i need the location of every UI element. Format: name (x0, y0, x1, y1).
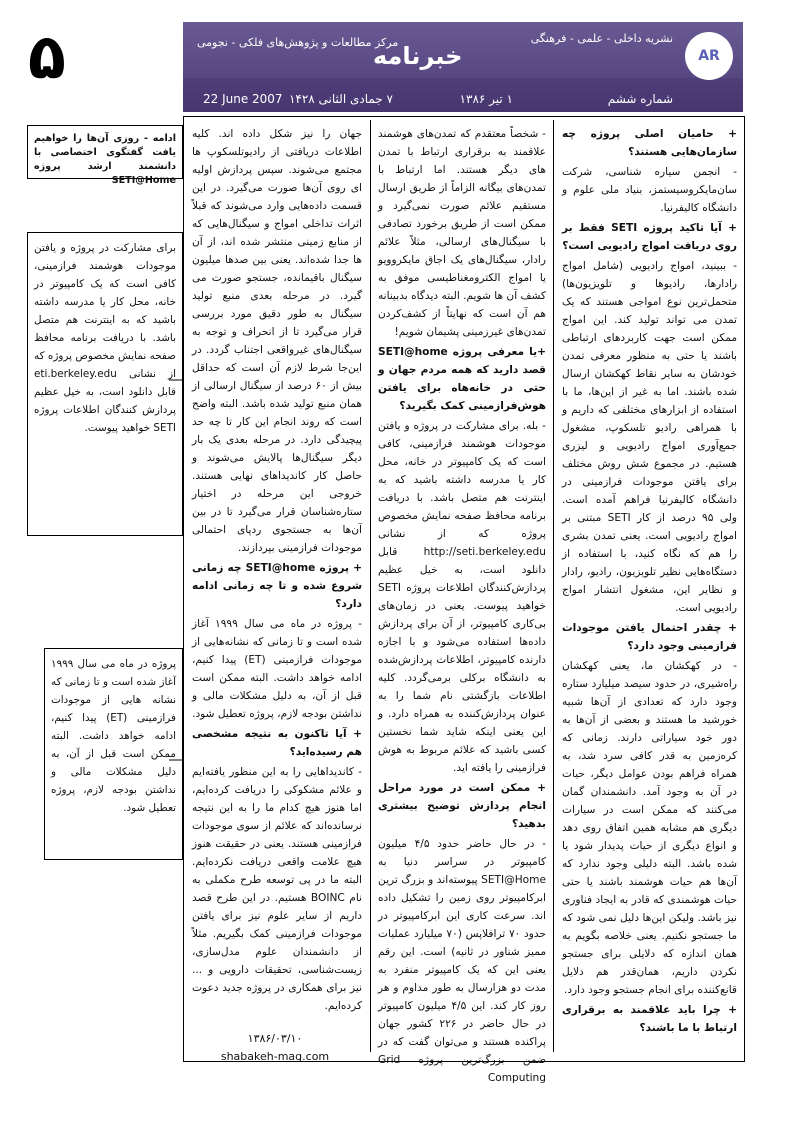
issue-number: ۵ (28, 20, 66, 93)
continuation-box: ادامه - روزی آن‌ها را خواهیم یافت گفتگوی اختصاصی با دانشمند ارشد پروژه SETI@Home (27, 125, 183, 179)
column-left (192, 125, 362, 1017)
newsletter-title: خبرنامه (373, 42, 463, 70)
question-heading: + ممکن است در مورد مراحل انجام پردازش توضیح بیشتری بدهید؟ (378, 782, 546, 830)
column-divider (553, 120, 554, 1052)
article-footer (190, 1030, 360, 1066)
date-hijri: ۷ جمادی الثانی ۱۴۲۸ (288, 92, 393, 106)
question-heading: + حامیان اصلی پروژه چه سازمان‌هایی هستند؟ (562, 128, 737, 158)
participation-callout: برای مشارکت در پروژه و یافتن موجودات هوشمند فرازمینی، کافی است که یک کامپیوتر در خانه، محل کار یا مدرسه داشته باشید که به اینترنت هم متصل باشد. با دریافت برنامه محافظ صفحه نمایش مخصوص پروژه که از نشانی eti.berkeley.edu قابل دانلود است، به خیل عظیم پردازش کنندگان اطلاعات پروژه SETI خواهید پیوست. (27, 232, 183, 536)
question-heading: + آیا تاکید پروژه SETI فقط بر روی دریافت امواج رادیویی است؟ (562, 222, 737, 252)
question-heading: + چرا باید علاقمند به برقراری ارتباط با ما باشند؟ (562, 1004, 737, 1034)
date-persian: ۱ تیر ۱۳۸۶ (459, 92, 513, 106)
column-divider (370, 120, 371, 1052)
answer-paragraph: جهان را نیز شکل داده اند. کلیه اطلاعات دریافتی از رادیوتلسکوپ ها مجتمع می‌شوند. سپس پردازش اولیه ای روی آن‌ها صورت می‌گیرد. در این قسمت داده‌هایی وارد می‌شوند که قبلاً اثرات تداخلی امواج و سیگنال‌هایی که از منابع زمینی منتشر شده اند، از آن ها جدا شده‌اند. یعنی بین صدها میلیون سیگنال باقیمانده، جستجو صورت می گیرد. در مرحله بعدی منبع تولید سیگنال به طور دقیق مورد بررسی قرار می‌گیرد تا از انحراف و توجه به سیگنال‌های غیرواقعی اجتناب گردد. در این‌جا شرط لازم آن است که حداقل بیش از ۶۰ درصد از سیگنال ارسالی از همان منبع تولید شده باشد. البته واضح است که روند انجام این کار تا چه حد پیچیدگی دارد. در مرحله بعدی یک بار دیگر سیگنال‌ها پالایش می‌شوند و حاصل کار کاندیداهای نهایی هستند. خروجی این مرحله در اختیار ستاره‌شناسان قرار می‌گیرد تا در بین آن‌ها به جستجوی ردپای احتمالی موجودات فرازمینی بپردازند. (192, 128, 362, 554)
answer-paragraph: - شخصاً معتقدم که تمدن‌های هوشمند علاقمند به برقراری ارتباط با تمدن های دیگر هستند. اما ارتباط با تمدن‌های بیگانه الزاماً از طریق ارسال مستقیم علائم صورت نمی‌گیرد و ممکن است از طریق برخورد تصادفی با سیگنال‌های ارسالی، مثلاً علائم رادار، سیگنال‌های یک اجاق مایکروویو یا امواج الکترومغناطیسی موفق به کشف آن ها شویم. البته دیدگاه بدبینانه هم آن است که نهایتاً از کشف‌کردن تمدن‌های غیرزمینی پشیمان شویم! (378, 128, 546, 338)
question-heading: + چقدر احتمال یافتن موجودات فرازمینی وجود دارد؟ (562, 622, 737, 652)
answer-paragraph: - پروژه در ماه می سال ۱۹۹۹ آغاز شده است و تا زمانی که نشانه‌هایی از موجودات فرازمینی (ET) پیدا کنیم، ادامه خواهد داشت. البته ممکن است قبل از آن، به دلیل مشکلات مالی و نداشتن بودجه لازم، پروژه تعطیل شود. (192, 618, 362, 720)
date-gregorian: 22 June 2007 (203, 92, 283, 106)
column-middle (378, 125, 546, 1089)
question-heading: + پروژه SETI@home چه زمانی شروع شده و تا چه زمانی ادامه دارد؟ (192, 562, 362, 610)
timeline-callout: پروژه در ماه می سال ۱۹۹۹ آغاز شده است و تا زمانی که نشانه هایی از موجودات فرازمینی (ET) پیدا کنیم، ادامه خواهد داشت. البته ممکن است قبل از آن، به دلیل مشکلات مالی و نداشتن بودجه لازم، پروژه تعطیل شود. (44, 648, 183, 860)
question-heading: + آیا تاکنون به نتیجه مشخصی هم رسیده‌اید؟ (192, 728, 362, 758)
astronomy-logo-icon: AR (685, 32, 733, 80)
question-heading: +یا معرفی پروژه SETI@home قصد دارید که همه مردم جهان و حتی در خانه‌هاه برای یافتن هوش‌فرازمینی کمک بگیرید؟ (378, 346, 546, 412)
center-name: مرکز مطالعات و پژوهش‌های فلکی - نجومی (197, 36, 399, 49)
answer-paragraph: - در کهکشان ما، یعنی کهکشان راه‌شیری، در حدود سیصد میلیارد ستاره وجود دارد که تعدادی از آن‌ها شبیه خورشید ما هستند و بعضی از آن‌ها به دور خود سیاراتی دارند. زمانی که کره‌زمین به قدر کافی سرد شد، به همراه فراهم بودن عوامل دیگر، حیات در آن به وجود آمد. دانشمندان گمان می‌کنند که ممکن است در سیارات دیگری هم مشابه همین اتفاق روی دهد و انواع دیگری از حیات پدیدار شود یا شده باشد. البته دلیلی وجود ندارد که آن‌ها هم حیات هوشمند باشند یا حتی حیات هوشمندی که قادر به ایجاد فناوری نیز باشد. ولیکن این‌ها دلیل نمی شود که ما جستجو نکنیم. یعنی خلاصه بگویم به همان اندازه که دلایلی برای جستجو نکردن داریم، همان‌قدر هم دلایل قانع‌کننده برای انجام جستجو وجود دارد. (562, 660, 737, 996)
answer-paragraph: - بله. برای مشارکت در پروژه و یافتن موجودات هوشمند فرازمینی، کافی است که یک کامپیوتر در خانه، محل کار یا مدرسه داشته باشید که به اینترنت هم متصل باشد. با دریافت برنامه محافظ صفحه نمایش مخصوص پروژه که از نشانی http://seti.berkeley.edu قابل دانلود است، به خیل عظیم پردازش‌کنندگان اطلاعات پروژه SETI خواهید پیوست. یعنی در زمان‌های بی‌کاری کامپیوتر، از آن برای پردازش داده‌ها استفاده می‌شود و با اجازه دارنده کامپیوتر، اطلاعات پردازش‌شده به دانشگاه برکلی برمی‌گردد. کلیه اطلاعات بازگشتی نام شما را به عنوان پردازش‌کننده به همراه دارد. و این یعنی اینکه شاید شما نخستین کسی باشید که علائم مربوط به هوش فرازمینی را یافته اید. (378, 420, 546, 774)
source-website: shabakeh-mag.com (220, 1050, 330, 1063)
article-date: ۱۳۸۶/۰۳/۱۰ (247, 1032, 303, 1045)
answer-paragraph: - انجمن سیاره شناسی، شرکت سان‌مایکروسیستمز، بنیاد ملی علوم و دانشگاه کالیفرنیا. (562, 166, 737, 214)
issue-label: شماره ششم (607, 92, 673, 106)
column-right (562, 125, 737, 1039)
answer-paragraph: - کاندیداهایی را به این منظور یافته‌ایم و علائم مشکوکی را دریافت کرده‌ایم، اما هنوز هیچ کدام ما را به این نتیجه نرسانده‌اند که علائم از سوی موجودات فرازمینی هستند. یعنی در حقیقت هنوز هیچ علامت واقعی دریافت نکرده‌ایم. البته ما در پی توسعه طرح مکملی به نام BOINC هستیم. در این طرح قصد داریم از سایر علوم نیز برای یافتن موجودات فرازمینی کمک بگیریم. مثلاً از دانشمندان علوم مدل‌سازی، زیست‌شناسی، تحقیقات دارویی و ... نیز برای همکاری در پروژه جدید دعوت کرده‌ایم. (192, 766, 363, 1012)
answer-paragraph: - ببینید، امواج رادیویی (شامل امواج رادارها، رادیوها و تلویزیون‌ها) متحمل‌ترین نوع امواجی هستند که یک تمدن می تواند تولید کند. این امواج ممکن است جهت کاربردهای ارتباطی باشند یا حتی به منظور معرفی تمدن خودشان به سایر نقاط کهکشان ارسال شده باشند. اما به غیر از این‌ها، ما با استفاده از ابزارهای مختلفی که داریم و با همراهی رادیو تلسکوپ، مشغول جمع‌آوری امواج رادیویی و لیزری هستیم. در مجموع شش روش مختلف برای یافتن موجودات فرازمینی در دانشگاه کالیفرنیا فراهم آمده است. ولی ۹۵ درصد از کار SETI مبتنی بر امواج رادیویی است. یعنی تمدن بشری را هم که نگاه کنید، با استفاده از دستگاه‌هایی نظیر تلویزیون، رادیو، رادار و نظایر این، مشغول انتشار امواج رادیویی است. (562, 260, 737, 614)
answer-paragraph: - در حال حاضر حدود ۴/۵ میلیون کامپیوتر در سراسر دنیا به SETI@Home پیوسته‌اند و بزرگ ترین ابرکامپیوتر روی زمین را تشکیل داده اند. سرعت کاری این ابرکامپیوتر در حدود ۷۰ ترافلاپس (۷۰ میلیارد عملیات ممیز شناور در ثانیه) است. این رقم یعنی این که یک کامپیوتر منفرد به مدت دو هزارسال به طور مداوم و هر روز کار کند. این ۴/۵ میلیون کامپیوتر در حال حاضر در ۲۲۶ کشور جهان پراکنده هستند و می‌توان گفت که در ضمن بزرگ‌ترین پروژه Grid Computing (378, 838, 547, 1084)
publication-type: نشریه داخلی - علمی - فرهنگی (530, 32, 673, 45)
